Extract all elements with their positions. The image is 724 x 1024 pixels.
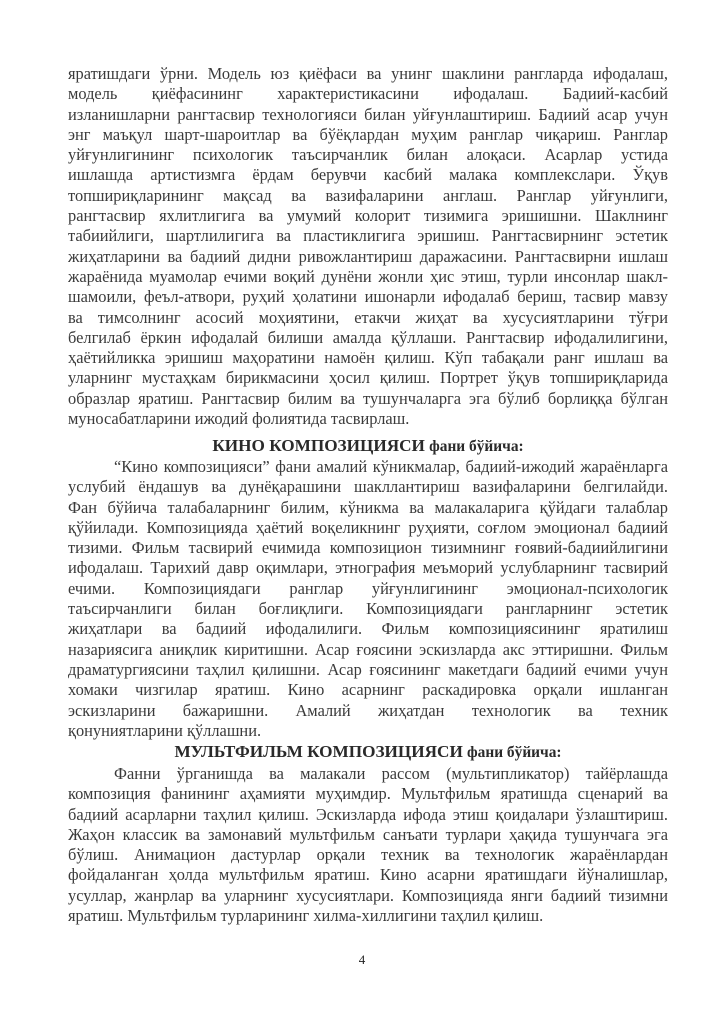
text-line: модель қиёфасининг характеристикасини ифодалаш. Бадиий-касбий [68, 84, 668, 104]
text-line: уларнинг мустаҳкам бирикмасини ҳосил қилиш. Портрет ўқув топшириқларида [68, 368, 668, 388]
text-line: табиийлиги, шартлилигига ва пластиклигига эришиш. Рангтасвирнинг эстетик [68, 226, 668, 246]
text-line: ва тимсолнинг асосий моҳиятини, етакчи жиҳат ва хусусиятларини тўғри [68, 307, 668, 327]
text-line: белгилаб ёркин ифодалай билиши амалда қўллаши. Рангтасвир ифодалилигини, [68, 327, 668, 347]
text-line: қонуниятларини қўллашни. [68, 720, 262, 740]
text-line: таъсирчанлиги билан боғлиқлиги. Композициядаги рангларнинг эстетик [68, 599, 668, 619]
text-line: яратишдаги ўрни. Модель юз қиёфаси ва унинг шаклини рангларда ифодалаш, [68, 64, 668, 83]
paragraph-rangtasvir [68, 64, 668, 429]
text-line: композиция фанининг аҳамияти муҳимдир. Мультфильм яратишда сценарий ва [68, 784, 668, 804]
text-line: “Кино композицияси” фани амалий кўникмалар, бадиий-ижодий жараёнларга [114, 457, 668, 476]
text-line: Жаҳон классик ва замонавий мультфильм санъати турлари ҳақида тушунчага эга [68, 824, 668, 844]
text-line: ҳаётийликка эришиш маҳоратини намоён қилиш. Кўп табақали ранг ишлаш ва [68, 348, 668, 368]
text-line: усуллар, жанрлар ва уларнинг хусусиятлари. Композицияда янги бадиий тизимни [68, 885, 668, 905]
section-heading-multfilm [68, 742, 668, 762]
text-line: услубий ёндашув ва дунёқарашини шакллантириш вазифаларини белгилайди. [68, 477, 668, 497]
text-line: драматургиясини таҳлил қилишни. Асар ғоясининг макетдаги бадиий ечими учун [68, 659, 668, 679]
page-number: 4 [358, 952, 366, 967]
text-line: яратиш. Мультфильм турларининг хилма-хиллигини таҳлил қилиш. [68, 906, 544, 926]
text-line: бўлиш. Анимацион дастурлар орқали техник ва технологик жараёнлардан [68, 845, 668, 865]
text-line: бадиий асарларни таҳлил қилиш. Эскизларда ифода этиш қоидалари ўзлаштириш. [68, 804, 668, 824]
heading-sub: фани бўйича: [467, 744, 562, 761]
text-line: образлар яратиш. Рангтасвир билим ва тушунчаларга эга бўлиб борлиққа бўлган [68, 388, 668, 408]
text-line: уйғунлигининг психологик таъсирчанлик билан алоқаси. Асарлар устида [68, 145, 668, 165]
text-line: қўйилади. Композицияда ҳаётий воқеликнинг руҳияти, соғлом эмоционал бадиий [68, 517, 668, 537]
text-line: тизими. Фильм тасвирий ечимида композицион тизимнинг ғоявий-бадиийлигини [68, 538, 668, 558]
text-line: Фанни ўрганишда ва малакали рассом (мультипликатор) тайёрлашда [114, 764, 668, 783]
text-line: ишлашда артистизмга ёрдам берувчи касбий малака комплекслари. Ўқув [68, 165, 668, 185]
text-line: назариясига аниқлик киритишни. Асар ғоясини эскизларда акс эттиришни. Фильм [68, 639, 668, 659]
text-line: эскизларини бажаришни. Амалий жиҳатдан технологик ва техник [68, 700, 668, 720]
text-line: ифодалаш. Тарихий давр оқимлари, этнография меъморий услубларнинг тасвирий [68, 558, 668, 578]
text-line: топшириқларининг мақсад ва вазифаларини англаш. Ранглар уйғунлиги, [68, 185, 668, 205]
paragraph-multfilm-kompozitsiyasi [68, 764, 668, 926]
text-line: жиҳатлари ва бадиий ифодалилиги. Фильм композициясининг яратилиш [68, 619, 668, 639]
text-line: муносабатларини ижодий фолиятида тасвирлаш. [68, 409, 410, 429]
text-line: изланишларни рангтасвир технологияси билан уйғунлаштириш. Бадиий асар учун [68, 104, 668, 124]
text-line: жиҳатларини ва бадиий дидни ривожлантириш даражасини. Рангтасвирни ишлаш [68, 246, 668, 266]
text-line: ечими. Композициядаги ранглар уйғунлигининг эмоционал-психологик [68, 578, 668, 598]
heading-main: МУЛЬТФИЛЬМ КОМПОЗИЦИЯСИ [174, 742, 463, 761]
paragraph-kino-kompozitsiyasi [68, 457, 668, 741]
text-line: хомаки чизгилар яратиш. Кино асарнинг раскадировка орқали ишланган [68, 680, 668, 700]
section-heading-kino [68, 436, 668, 456]
text-line: фойдаланган ҳолда мультфильм яратиш. Кино асарни яратишдаги йўналишлар, [68, 865, 668, 885]
heading-main: КИНО КОМПОЗИЦИЯСИ [212, 436, 425, 455]
text-line: Фан бўйича талабаларнинг билим, кўникма ва малакаларига қўйдаги талаблар [68, 497, 668, 517]
text-line: шамоили, феъл-атвори, руҳий ҳолатини ишонарли ифодалаб бериш, тасвир мавзу [68, 287, 668, 307]
heading-sub: фани бўйича: [429, 438, 524, 455]
text-line: энг маъқул шарт-шароитлар ва бўёқлардан муҳим ранглар чиқариш. Ранглар [68, 124, 668, 144]
text-line: жараёнида муамолар ечими воқий дунёни жонли ҳис этиш, турли инсонлар шакл- [68, 266, 668, 286]
text-line: рангтасвир яхлитлигига ва умумий колорит тизимига эришишни. Шаклнинг [68, 206, 668, 226]
